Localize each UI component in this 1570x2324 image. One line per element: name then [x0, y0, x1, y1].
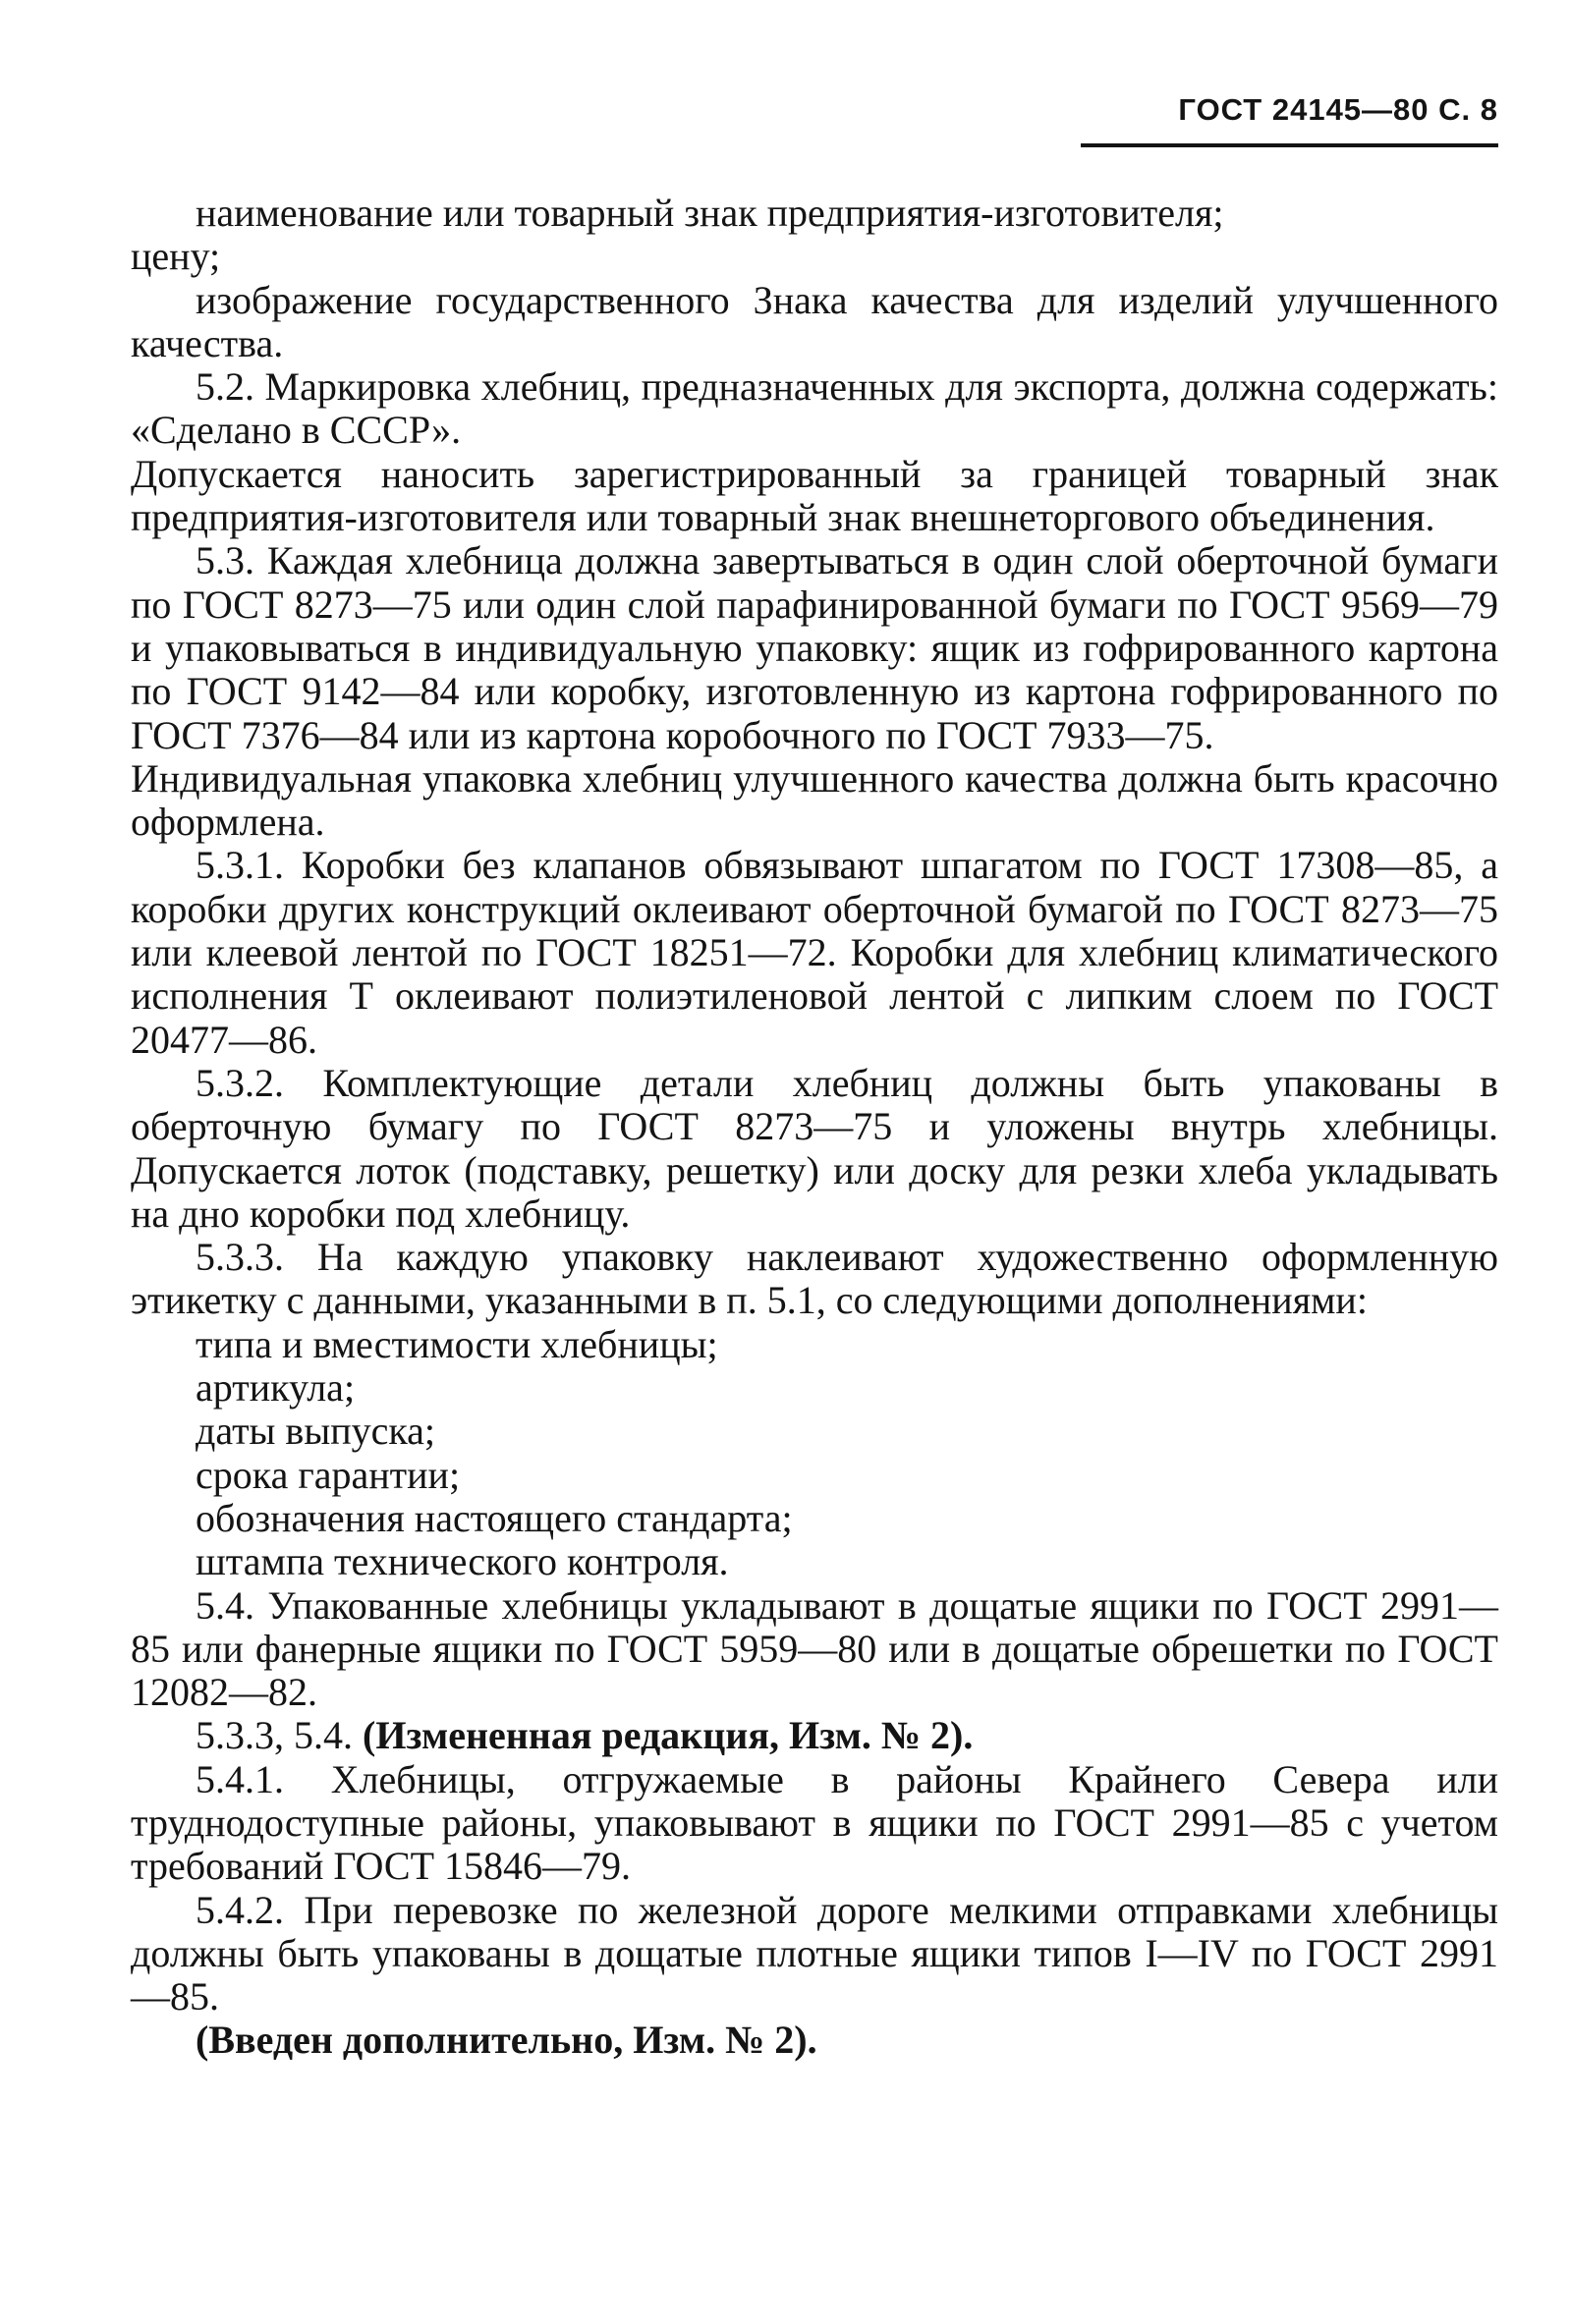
page-header: ГОСТ 24145—80 С. 8 [1178, 92, 1498, 127]
list-item: даты выпуска; [196, 1409, 436, 1454]
section-5-3-3: 5.3.3. На каждую упаковку наклеивают художественно оформленную этикетку с данными, указанными в п. 5.1, со следующими дополнениями: [131, 1235, 1498, 1323]
section-5-3-1: 5.3.1. Коробки без клапанов обвязывают шпагатом по ГОСТ 17308—85, а коробки других конструкций оклеивают оберточной бумагой по ГОСТ 8273—75 или клеевой лентой по ГОСТ 18251—72. Коробки для хлебниц климатического исполнения Т оклеивают полиэтиленовой лентой с липким слоем по ГОСТ 20477—86. [131, 843, 1498, 1062]
amendment-ref: 5.3.3, 5.4. [196, 1713, 353, 1758]
amendment-note-2: (Введен дополнительно, Изм. № 2). [196, 2018, 817, 2063]
list-item: срока гарантии; [196, 1452, 461, 1497]
list-item: типа и вместимости хлебницы; [196, 1321, 718, 1366]
section-5-4-2: 5.4.2. При перевозке по железной дороге мелкими отправками хлебницы должны быть упакованы в дощатые плотные ящики типов I—IV по ГОСТ 2991—85. [131, 1887, 1498, 2020]
document-body [131, 192, 1498, 2063]
section-5-2: 5.2. Маркировка хлебниц, предназначенных для экспорта, должна содержать: «Сделано в СССР». [131, 364, 1498, 453]
amendment-label: (Измененная редакция, Изм. № 2). [363, 1713, 974, 1758]
text-paragraph: Допускается наносить зарегистрированный за границей товарный знак предприятия-изготовителя или товарный знак внешнеторгового объединения. [131, 451, 1498, 540]
header-divider [1081, 143, 1498, 147]
list-item: артикула; [196, 1365, 356, 1411]
section-5-3: 5.3. Каждая хлебница должна завертываться в один слой оберточной бумаги по ГОСТ 8273—75 или один слой парафинированной бумаги по ГОСТ 9569—79 и упаковываться в индивидуальную упаковку: ящик из гофрированного картона по ГОСТ 9142—84 или коробку, изготовленную из картона гофрированного по ГОСТ 7376—84 или из картона коробочного по ГОСТ 7933—75. [131, 538, 1498, 757]
list-item: штампа технического контроля. [196, 1539, 729, 1584]
list-item: обозначения настоящего стандарта; [196, 1495, 793, 1540]
text-line: цену; [131, 234, 221, 279]
text-line: наименование или товарный знак предприятия-изготовителя; [196, 191, 1224, 235]
text-paragraph: изображение государственного Знака качества для изделий улучшенного качества. [131, 277, 1498, 365]
section-5-4: 5.4. Упакованные хлебницы укладывают в дощатые ящики по ГОСТ 2991—85 или фанерные ящики по ГОСТ 5959—80 или в дощатые обрешетки по ГОСТ 12082—82. [131, 1582, 1498, 1715]
section-5-3-2: 5.3.2. Комплектующие детали хлебниц должны быть упакованы в оберточную бумагу по ГОСТ 8273—75 и уложены внутрь хлебницы. Допускается лоток (подставку, решетку) или доску для резки хлеба укладывать на дно коробки под хлебницу. [131, 1060, 1498, 1236]
section-5-4-1: 5.4.1. Хлебницы, отгружаемые в районы Крайнего Севера или труднодоступные районы, упаковывают в ящики по ГОСТ 2991—85 с учетом требований ГОСТ 15846—79. [131, 1756, 1498, 1889]
text-paragraph: Индивидуальная упаковка хлебниц улучшенного качества должна быть красочно оформлена. [131, 755, 1498, 845]
amendment-note [131, 1714, 1498, 1757]
